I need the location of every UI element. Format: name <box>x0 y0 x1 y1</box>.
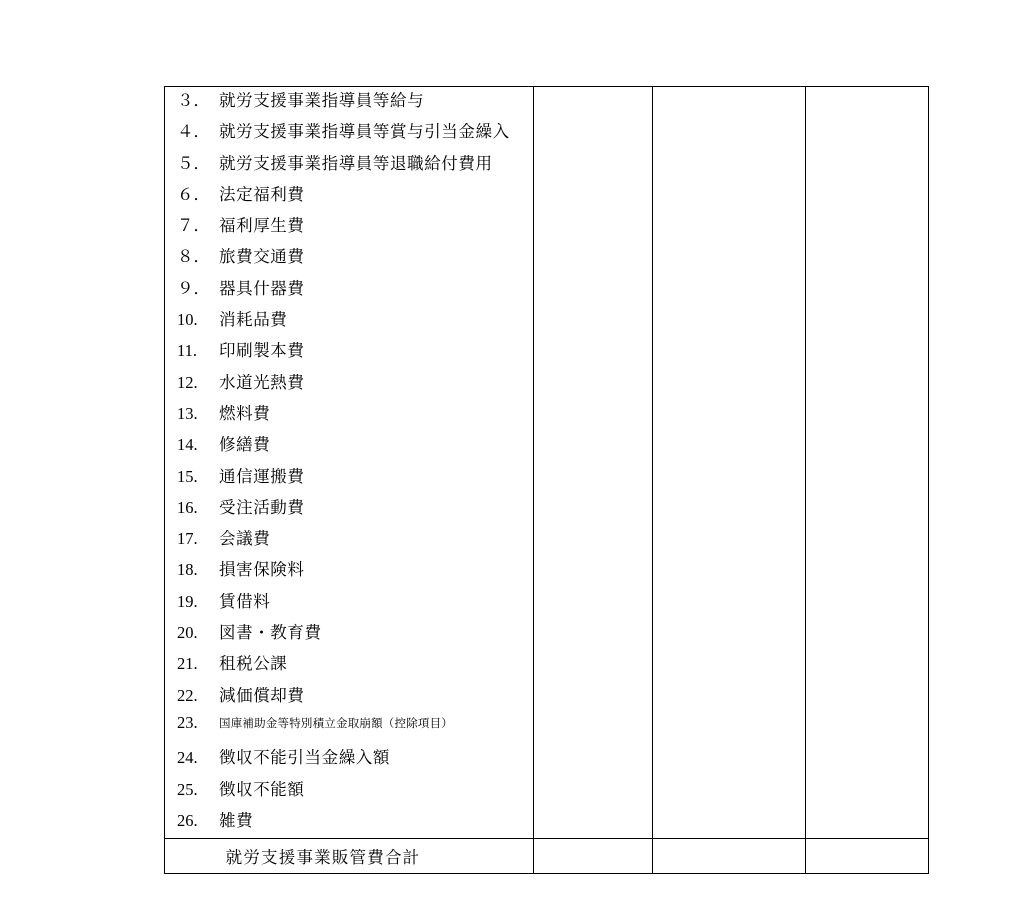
expense-item-row <box>165 337 533 368</box>
expense-item-row <box>165 494 533 525</box>
total-amount-a[interactable] <box>534 839 653 874</box>
expense-item-row <box>165 181 533 212</box>
expense-item-number: 10. <box>177 310 198 330</box>
expense-item-label: 修繕費 <box>219 435 271 455</box>
expense-item-number: ９． <box>177 278 210 298</box>
expense-item-label: 徴収不能額 <box>219 779 305 799</box>
expense-item-number: 19. <box>177 591 198 611</box>
expense-item-label: 通信運搬費 <box>219 466 305 486</box>
expense-item-row <box>165 713 533 744</box>
expense-item-label: 印刷製本費 <box>219 341 305 361</box>
expense-item-row <box>165 619 533 650</box>
expense-item-label: 燃料費 <box>219 403 271 423</box>
total-label: 就労支援事業販管費合計 <box>225 848 421 868</box>
expense-item-number: 18. <box>177 560 198 580</box>
expense-item-row <box>165 243 533 274</box>
expense-item-row <box>165 744 533 775</box>
expense-item-row <box>165 525 533 556</box>
expense-item-row <box>165 306 533 337</box>
expense-item-label: 消耗品費 <box>219 310 288 330</box>
expense-item-number: ３． <box>177 91 210 110</box>
expense-item-number: 17. <box>177 529 198 549</box>
expense-item-row <box>165 807 533 838</box>
expense-item-label: 就労支援事業指導員等給与 <box>219 91 425 110</box>
amount-column-b[interactable] <box>653 87 806 839</box>
item-list-cell <box>165 87 534 839</box>
expense-item-number: ５． <box>177 153 210 173</box>
expense-item-number: 22. <box>177 685 198 705</box>
expense-item-row <box>165 400 533 431</box>
expense-item-label: 受注活動費 <box>219 497 305 517</box>
expense-item-number: ７． <box>177 216 210 236</box>
expense-item-number: ４． <box>177 122 210 142</box>
expense-item-row <box>165 556 533 587</box>
total-label-cell <box>165 839 534 874</box>
expense-item-label: 図書・教育費 <box>219 623 322 643</box>
table-total-row <box>165 839 929 874</box>
total-amount-c[interactable] <box>806 839 929 874</box>
expense-item-row <box>165 369 533 400</box>
expense-item-row <box>165 212 533 243</box>
expense-item-label: 徴収不能引当金繰入額 <box>219 748 390 768</box>
expense-item-row <box>165 682 533 713</box>
expense-item-row <box>165 150 533 181</box>
expense-item-label: 器具什器費 <box>219 278 305 298</box>
expense-item-row <box>165 275 533 306</box>
expense-item-label: 法定福利費 <box>219 184 305 204</box>
expense-item-number: 20. <box>177 623 198 643</box>
total-line <box>165 839 533 873</box>
expense-item-row <box>165 776 533 807</box>
total-amount-c-value[interactable] <box>806 839 928 873</box>
expense-item-number: 21. <box>177 654 198 674</box>
expense-item-label: 水道光熱費 <box>219 372 305 392</box>
expense-item-label: 福利厚生費 <box>219 216 305 236</box>
total-amount-a-value[interactable] <box>534 839 652 873</box>
expense-item-number: 11. <box>177 341 198 361</box>
expense-item-label: 租税公課 <box>219 654 288 674</box>
expense-item-number: ８． <box>177 247 210 267</box>
expense-item-label: 賃借料 <box>219 591 271 611</box>
expense-item-number: 16. <box>177 497 198 517</box>
expense-item-number: 25. <box>177 779 198 799</box>
financial-table-container <box>164 86 924 874</box>
total-amount-b-value[interactable] <box>653 839 805 873</box>
expense-item-label: 雑費 <box>219 810 254 830</box>
expense-item-number: 14. <box>177 435 198 455</box>
expense-item-label: 就労支援事業指導員等賞与引当金繰入 <box>219 122 510 142</box>
expense-item-number: 23. <box>177 712 198 732</box>
expense-item-label: 減価償却費 <box>219 685 305 705</box>
expense-item-list <box>165 87 533 838</box>
expense-item-label: 損害保険料 <box>219 560 305 580</box>
expense-item-number: 12. <box>177 372 198 392</box>
expense-item-row <box>165 87 533 118</box>
expense-item-label: 会議費 <box>219 529 271 549</box>
expense-item-number: 15. <box>177 466 198 486</box>
expense-item-row <box>165 588 533 619</box>
expense-item-row <box>165 463 533 494</box>
expense-item-label: 国庫補助金等特別積立金取崩額（控除項目） <box>219 717 453 730</box>
expense-item-row <box>165 431 533 462</box>
expense-item-row <box>165 118 533 149</box>
expense-item-number: 13. <box>177 403 198 423</box>
total-amount-b[interactable] <box>653 839 806 874</box>
expense-item-number: 26. <box>177 810 198 830</box>
amount-column-a[interactable] <box>534 87 653 839</box>
expense-item-row <box>165 650 533 681</box>
expense-item-number: 24. <box>177 748 198 768</box>
table-row <box>165 87 929 839</box>
expense-item-label: 旅費交通費 <box>219 247 305 267</box>
expense-item-number: ６． <box>177 184 210 204</box>
expense-table <box>164 86 929 874</box>
amount-column-c[interactable] <box>806 87 929 839</box>
expense-item-label: 就労支援事業指導員等退職給付費用 <box>219 153 493 173</box>
